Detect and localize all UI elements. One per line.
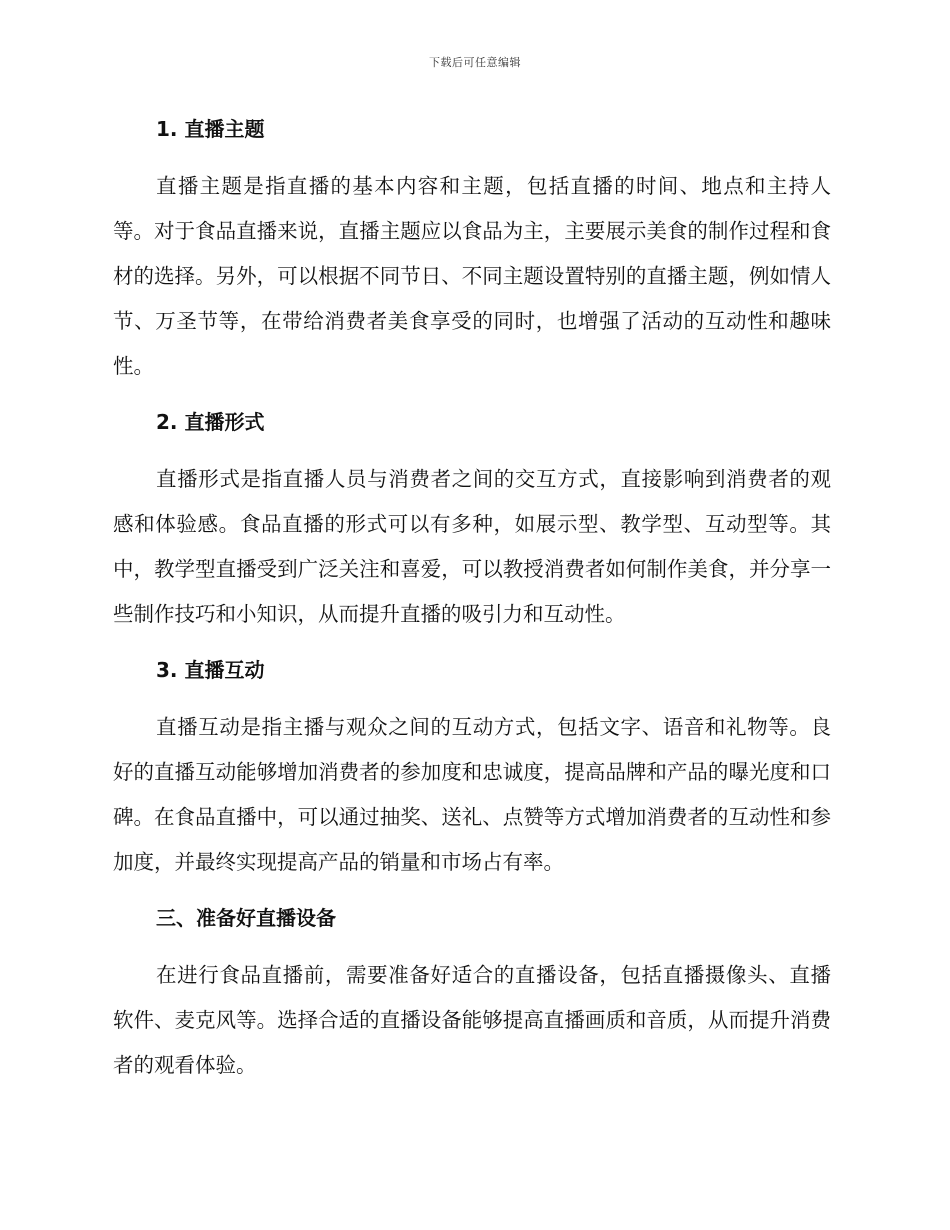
section-paragraph-live-theme: 直播主题是指直播的基本内容和主题，包括直播的时间、地点和主持人等。对于食品直播来说，直播主题应以食品为主，主要展示美食的制作过程和食材的选择。另外，可以根据不同节日、不同主题设置特别的直播主题，例如情人节、万圣节等，在带给消费者美食享受的同时，也增强了活动的互动性和趣味性。 bbox=[113, 174, 831, 378]
section-paragraph-live-equipment: 在进行食品直播前，需要准备好适合的直播设备，包括直播摄像头、直播软件、麦克风等。选择合适的直播设备能够提高直播画质和音质，从而提升消费者的观看体验。 bbox=[113, 963, 831, 1077]
page-header: 下载后可任意编辑 bbox=[429, 56, 521, 69]
section-paragraph-live-format: 直播形式是指直播人员与消费者之间的交互方式，直接影响到消费者的观感和体验感。食品直播的形式可以有多种，如展示型、教学型、互动型等。其中，教学型直播受到广泛关注和喜爱，可以教授消费者如何制作美食，并分享一些制作技巧和小知识，从而提升直播的吸引力和互动性。 bbox=[113, 467, 831, 626]
section-heading-live-theme: 1. 直播主题 bbox=[156, 117, 265, 141]
section-paragraph-live-interaction: 直播互动是指主播与观众之间的互动方式，包括文字、语音和礼物等。良好的直播互动能够增加消费者的参加度和忠诚度，提高品牌和产品的曝光度和口碑。在食品直播中，可以通过抽奖、送礼、点赞等方式增加消费者的互动性和参加度，并最终实现提高产品的销量和市场占有率。 bbox=[113, 715, 831, 874]
section-heading-live-interaction: 3. 直播互动 bbox=[156, 658, 265, 682]
section-heading-live-equipment: 三、准备好直播设备 bbox=[156, 906, 336, 930]
section-heading-live-format: 2. 直播形式 bbox=[156, 410, 265, 434]
document-body bbox=[113, 112, 831, 1088]
